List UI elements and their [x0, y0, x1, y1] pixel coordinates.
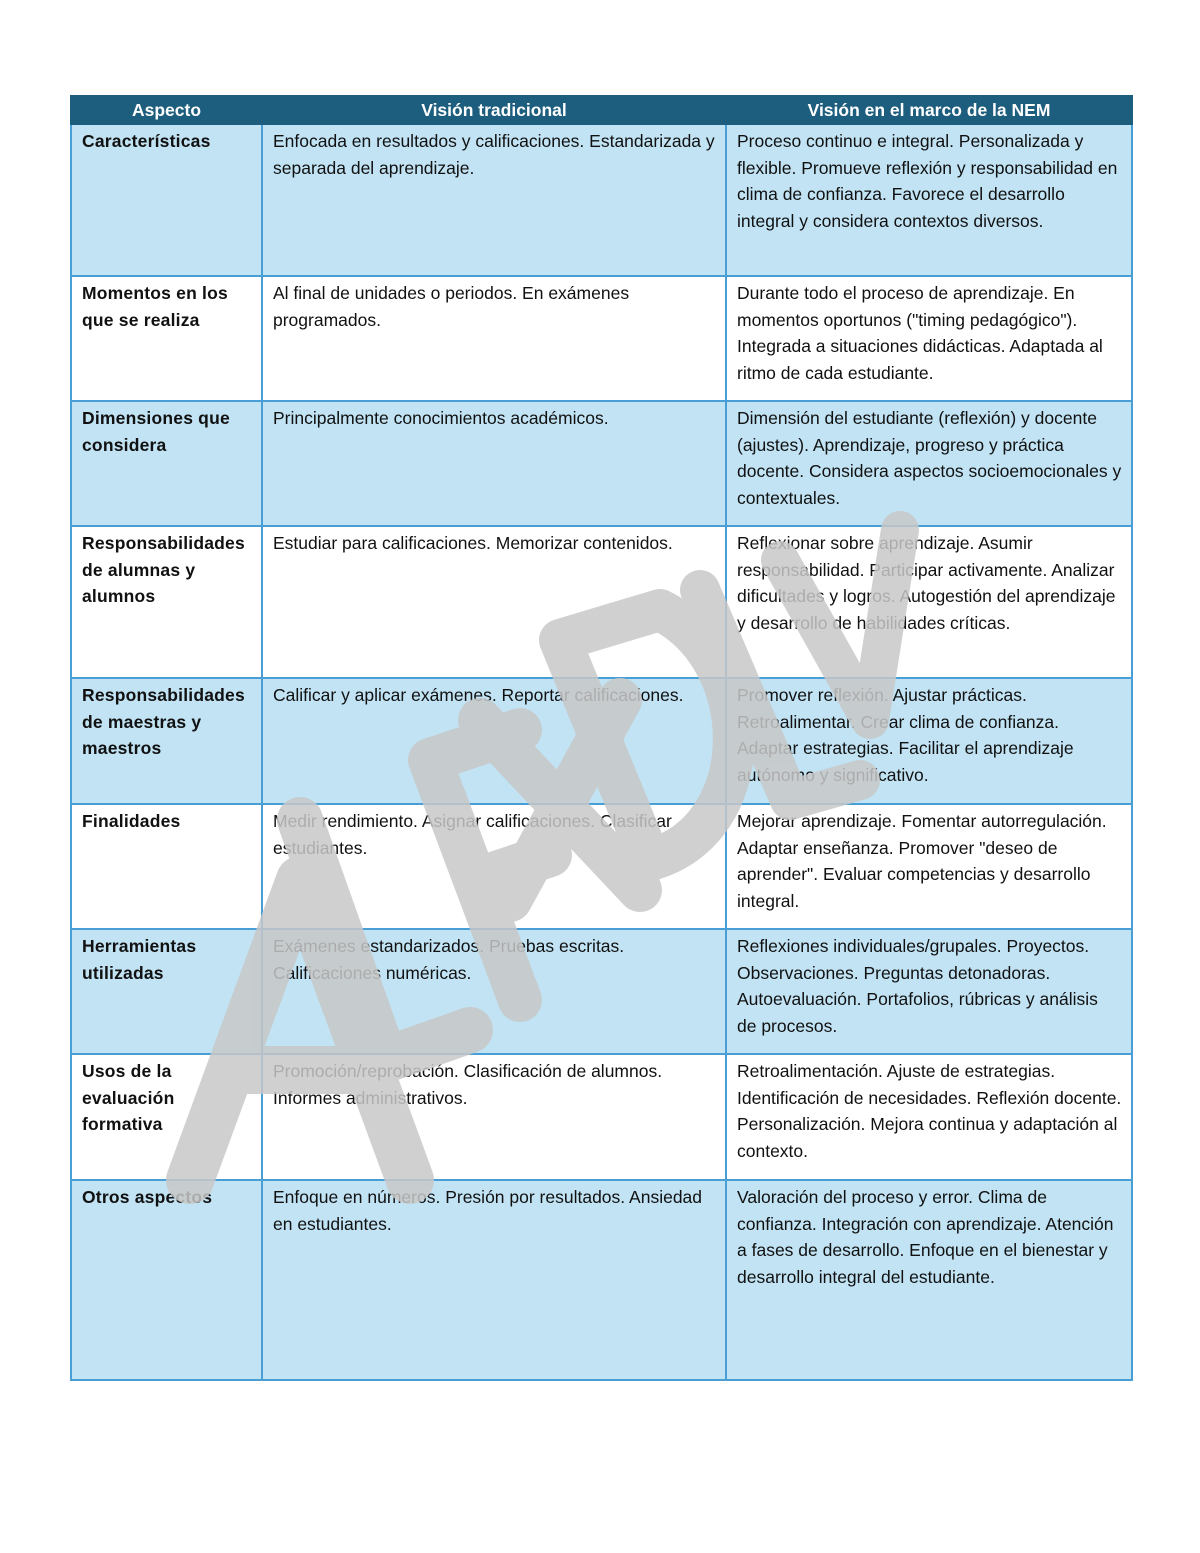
aspect-cell: Responsabilidades de alumnas y alumnos: [71, 526, 262, 678]
header-aspect: Aspecto: [71, 96, 262, 124]
nem-cell: Mejorar aprendizaje. Fomentar autorregulación. Adaptar enseñanza. Promover "deseo de aprender". Evaluar competencias y desarrollo integral.: [726, 804, 1132, 929]
header-traditional-view: Visión tradicional: [262, 96, 726, 124]
aspect-cell: Responsabilidades de maestras y maestros: [71, 678, 262, 804]
aspect-cell: Finalidades: [71, 804, 262, 929]
aspect-cell: Herramientas utilizadas: [71, 929, 262, 1054]
traditional-cell: Enfocada en resultados y calificaciones. Estandarizada y separada del aprendizaje.: [262, 124, 726, 276]
table-row: [71, 401, 1132, 526]
nem-cell: Reflexiones individuales/grupales. Proyectos. Observaciones. Preguntas detonadoras. Autoevaluación. Portafolios, rúbricas y análisis de procesos.: [726, 929, 1132, 1054]
traditional-cell: Enfoque en números. Presión por resultados. Ansiedad en estudiantes.: [262, 1180, 726, 1380]
comparison-table: [70, 95, 1133, 1381]
table-row: [71, 678, 1132, 804]
traditional-cell: Estudiar para calificaciones. Memorizar contenidos.: [262, 526, 726, 678]
table-row: [71, 804, 1132, 929]
aspect-cell: Momentos en los que se realiza: [71, 276, 262, 401]
header-nem-view: Visión en el marco de la NEM: [726, 96, 1132, 124]
nem-cell: Promover reflexión. Ajustar prácticas. Retroalimentar. Crear clima de confianza. Adaptar estrategias. Facilitar el aprendizaje autónomo y significativo.: [726, 678, 1132, 804]
nem-cell: Proceso continuo e integral. Personalizada y flexible. Promueve reflexión y responsabilidad en clima de confianza. Favorece el desarrollo integral y considera contextos diversos.: [726, 124, 1132, 276]
table-row: [71, 1180, 1132, 1380]
aspect-cell: Otros aspectos: [71, 1180, 262, 1380]
traditional-cell: Exámenes estandarizados. Pruebas escritas. Calificaciones numéricas.: [262, 929, 726, 1054]
table-row: [71, 124, 1132, 276]
table-row: [71, 929, 1132, 1054]
nem-cell: Valoración del proceso y error. Clima de confianza. Integración con aprendizaje. Atención a fases de desarrollo. Enfoque en el bienestar y desarrollo integral del estudiante.: [726, 1180, 1132, 1380]
nem-cell: Retroalimentación. Ajuste de estrategias. Identificación de necesidades. Reflexión docente. Personalización. Mejora continua y adaptación al contexto.: [726, 1054, 1132, 1180]
table-row: [71, 1054, 1132, 1180]
table-row: [71, 526, 1132, 678]
nem-cell: Dimensión del estudiante (reflexión) y docente (ajustes). Aprendizaje, progreso y práctica docente. Considera aspectos socioemocionales y contextuales.: [726, 401, 1132, 526]
aspect-cell: Características: [71, 124, 262, 276]
traditional-cell: Al final de unidades o periodos. En exámenes programados.: [262, 276, 726, 401]
traditional-cell: Principalmente conocimientos académicos.: [262, 401, 726, 526]
aspect-cell: Usos de la evaluación formativa: [71, 1054, 262, 1180]
table-row: [71, 276, 1132, 401]
table-header-row: [71, 96, 1132, 124]
nem-cell: Durante todo el proceso de aprendizaje. En momentos oportunos ("timing pedagógico"). Integrada a situaciones didácticas. Adaptada al ritmo de cada estudiante.: [726, 276, 1132, 401]
traditional-cell: Promoción/reprobación. Clasificación de alumnos. Informes administrativos.: [262, 1054, 726, 1180]
traditional-cell: Medir rendimiento. Asignar calificaciones. Clasificar estudiantes.: [262, 804, 726, 929]
traditional-cell: Calificar y aplicar exámenes. Reportar calificaciones.: [262, 678, 726, 804]
nem-cell: Reflexionar sobre aprendizaje. Asumir responsabilidad. Participar activamente. Analizar dificultades y logros. Autogestión del aprendizaje y desarrollo de habilidades críticas.: [726, 526, 1132, 678]
aspect-cell: Dimensiones que considera: [71, 401, 262, 526]
